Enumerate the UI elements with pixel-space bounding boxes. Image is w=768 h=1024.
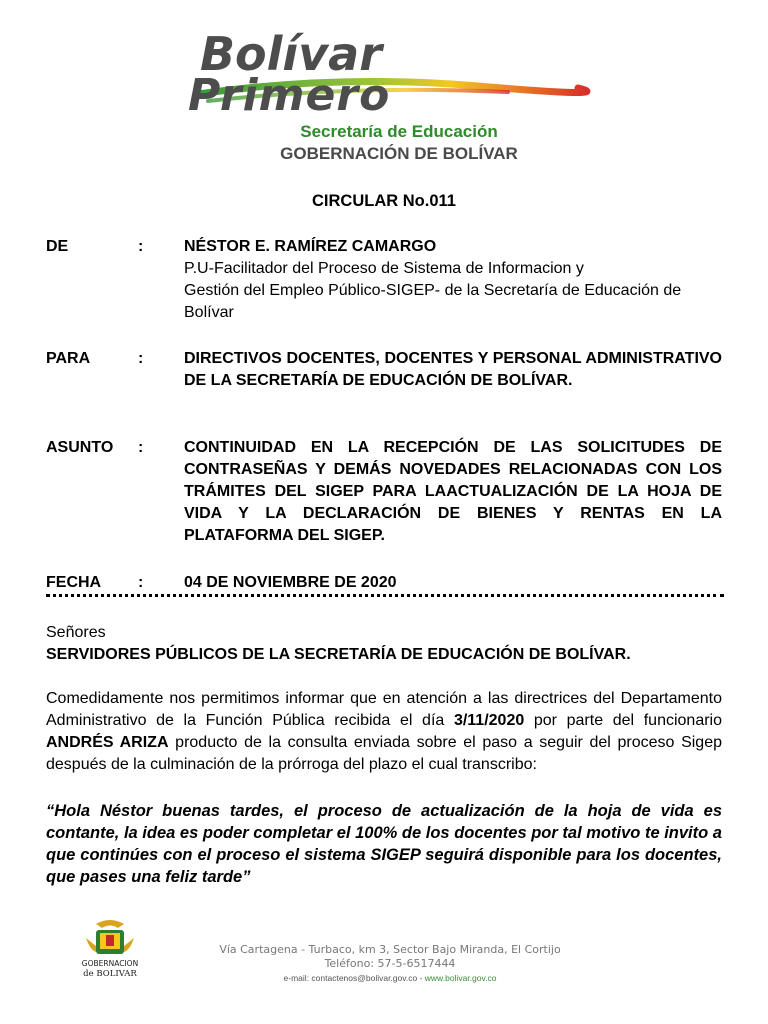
circular-number: CIRCULAR No.011 [312, 192, 456, 210]
field-label: PARA [46, 350, 91, 367]
logo-word-bolivar: Bolívar [200, 28, 382, 81]
dotted-divider [46, 594, 724, 597]
body-name: ANDRÉS ARIZA [46, 734, 169, 751]
footer-website-link[interactable]: www.bolivar.gov.co [424, 973, 497, 983]
body-text: Comedidamente nos permitimos informar que en atención a las directrices del Departamento Administrativo de la Función Pública recibida el día [46, 690, 722, 729]
logo-graphic [178, 28, 598, 118]
footer-email-line [190, 973, 590, 983]
gobernacion-seal-logo [72, 916, 148, 980]
field-colon: : [138, 350, 144, 367]
body-text: producto de la consulta enviada sobre el paso a seguir del proceso Sigep después de la culminación de la prórroga del plazo el cual transcribo: [46, 734, 723, 773]
field-value: DIRECTIVOS DOCENTES, DOCENTES Y PERSONAL ADMINISTRATIVO DE LA SECRETARÍA DE EDUCACIÓN DE BOLÍVAR. [184, 350, 722, 389]
seal-text-line2: de BOLIVAR [83, 969, 137, 979]
recipient-line: SERVIDORES PÚBLICOS DE LA SECRETARÍA DE EDUCACIÓN DE BOLÍVAR. [46, 646, 631, 663]
logo-word-primero: Primero [188, 70, 391, 118]
field-label: ASUNTO [46, 439, 114, 456]
field-colon: : [138, 574, 144, 591]
field-value: CONTINUIDAD EN LA RECEPCIÓN DE LAS SOLICITUDES DE CONTRASEÑAS Y DEMÁS NOVEDADES RELACIONADAS CON LOS TRÁMITES DEL SIGEP PARA LAACTUALIZACIÓN DE LA HOJA DE VIDA Y LA DECLARACIÓN DE BIENES Y RENTAS EN LA PLATAFORMA DEL SIGEP. [184, 439, 722, 544]
bolivar-primero-logo [0, 28, 768, 118]
footer-contact [190, 943, 590, 971]
field-colon: : [138, 238, 144, 255]
field-label: DE [46, 238, 69, 255]
sender-role-line: Bolívar [184, 304, 234, 321]
greeting: Señores [46, 624, 106, 641]
field-value [184, 236, 722, 324]
sender-role-line: Gestión del Empleo Público-SIGEP- de la Secretaría de Educación de [184, 282, 682, 299]
gobernacion-title: GOBERNACIÓN DE BOLÍVAR [280, 144, 518, 163]
body-date: 3/11/2020 [453, 712, 525, 729]
quoted-message: “Hola Néstor buenas tardes, el proceso de actualización de la hoja de vida es contante, la idea es poder completar el 100% de los docentes por tal motivo te invito a que continúes con el proceso el sistema SIGEP seguirá disponible para los docentes, que pases una feliz tarde” [46, 802, 722, 886]
footer-address: Vía Cartagena - Turbaco, km 3, Sector Bajo Miranda, El Cortijo [219, 943, 561, 956]
footer-phone: Teléfono: 57-5-6517444 [324, 957, 456, 970]
seal-text-line1: GOBERNACION [81, 959, 139, 968]
body-text: por parte del funcionario [524, 712, 722, 729]
body-paragraph [46, 688, 722, 776]
secretaria-title: Secretaría de Educación [300, 122, 498, 141]
sender-role-line: P.U-Facilitador del Proceso de Sistema de Informacion y [184, 260, 584, 277]
field-label: FECHA [46, 574, 102, 591]
footer-email: e-mail: contactenos@bolivar.gov.co - [283, 973, 425, 983]
field-value: 04 DE NOVIEMBRE DE 2020 [184, 574, 397, 591]
sender-name: NÉSTOR E. RAMÍREZ CAMARGO [184, 238, 437, 255]
field-colon: : [138, 439, 144, 456]
